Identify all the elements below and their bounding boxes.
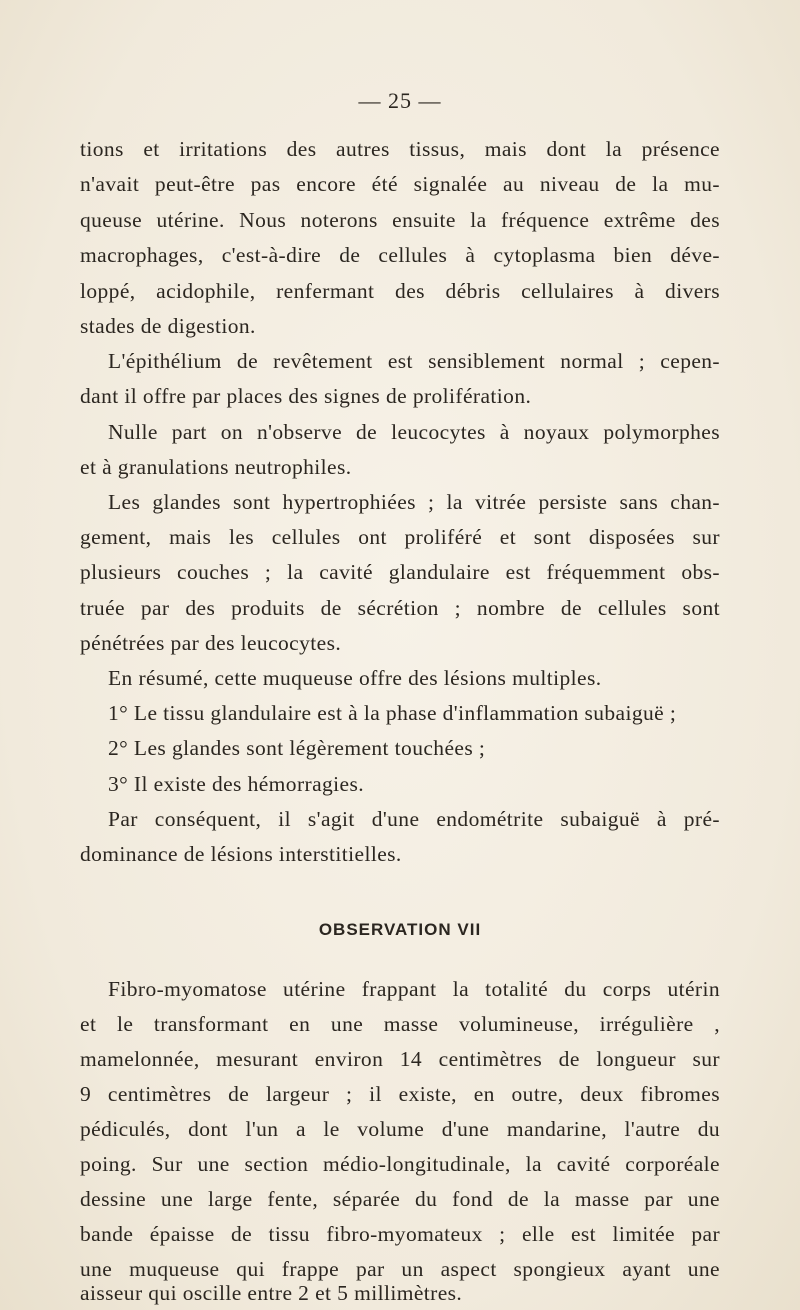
text-line: bande épaisse de tissu fibro-myomateux ; elle est limitée par [80,1222,720,1246]
text-line: dant il offre par places des signes de prolifération. [80,384,532,408]
text-line: aisseur qui oscille entre 2 et 5 millimètres. [80,1281,463,1305]
text-line: et à granulations neutrophiles. [80,455,352,479]
text-line: Par conséquent, il s'agit d'une endométrite subaiguë à pré- [108,807,720,831]
text-line: dessine une large fente, séparée du fond de la masse par une [80,1187,720,1211]
text-line: loppé, acidophile, renfermant des débris cellulaires à divers [80,279,720,303]
text-line: pédiculés, dont l'un a le volume d'une mandarine, l'autre du [80,1117,720,1141]
text-line: 2° Les glandes sont légèrement touchées ; [108,736,486,760]
text-line: poing. Sur une section médio-longitudinale, la cavité corporéale [80,1152,720,1176]
text-line: Les glandes sont hypertrophiées ; la vitrée persiste sans chan- [108,490,720,514]
text-line: plusieurs couches ; la cavité glandulaire est fréquemment obs- [80,560,720,584]
text-line: L'épithélium de revêtement est sensiblement normal ; cepen- [108,349,720,373]
page-number: — 25 — [358,88,442,113]
text-line: n'avait peut-être pas encore été signalée au niveau de la mu- [80,172,720,196]
text-line: En résumé, cette muqueuse offre des lésions multiples. [108,666,602,690]
text-line: 1° Le tissu glandulaire est à la phase d'inflammation subaiguë ; [108,701,677,725]
section-title: OBSERVATION VII [318,920,482,939]
text-line: macrophages, c'est-à-dire de cellules à cytoplasma bien déve- [80,243,720,267]
text-line: une muqueuse qui frappe par un aspect spongieux ayant une [80,1257,720,1281]
text-line: 9 centimètres de largeur ; il existe, en outre, deux fibromes [80,1082,720,1106]
text-line: stades de digestion. [80,314,256,338]
text-line: Fibro-myomatose utérine frappant la totalité du corps utérin [108,977,720,1001]
text-line: pénétrées par des leucocytes. [80,631,342,655]
text-line: mamelonnée, mesurant environ 14 centimètres de longueur sur [80,1047,720,1071]
text-line: dominance de lésions interstitielles. [80,842,402,866]
text-line: et le transformant en une masse volumineuse, irrégulière , [80,1012,720,1036]
text-line: truée par des produits de sécrétion ; nombre de cellules sont [80,596,720,620]
text-line: tions et irritations des autres tissus, mais dont la présence [80,137,720,161]
text-line: gement, mais les cellules ont proliféré et sont disposées sur [80,525,720,549]
text-line: 3° Il existe des hémorragies. [108,772,365,796]
text-line: Nulle part on n'observe de leucocytes à noyaux polymorphes [108,420,720,444]
text-line: queuse utérine. Nous noterons ensuite la fréquence extrême des [80,208,720,232]
